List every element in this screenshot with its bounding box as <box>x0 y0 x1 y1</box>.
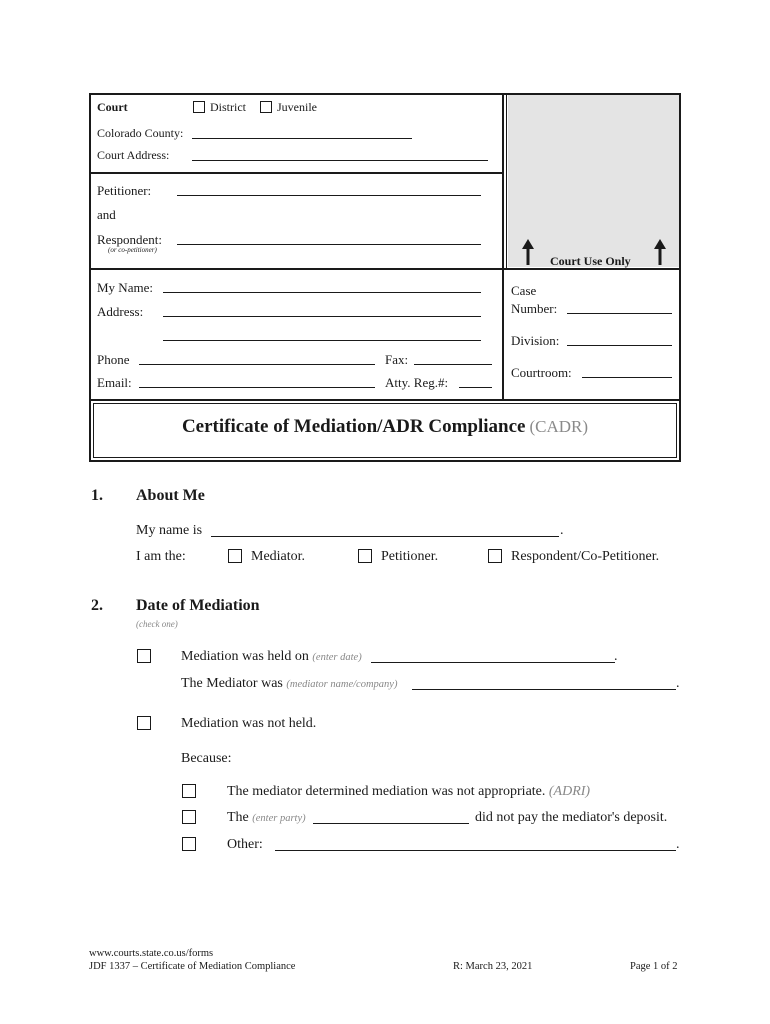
juvenile-checkbox[interactable] <box>260 101 272 113</box>
court-use-only-label: Court Use Only <box>550 254 631 268</box>
divider-court-section <box>89 172 504 174</box>
respondent-label: Respondent: <box>97 232 162 247</box>
section-2-heading: Date of Mediation <box>136 597 260 614</box>
footer-form-id: JDF 1337 – Certificate of Mediation Compliance <box>89 961 296 972</box>
respondent-field[interactable] <box>177 244 481 245</box>
mediation-date-period: . <box>614 649 618 664</box>
form-title <box>93 416 677 438</box>
reason-deposit-suffix: did not pay the mediator's deposit. <box>475 810 668 825</box>
form-title-abbr: (CADR) <box>529 417 589 436</box>
reason-deposit-checkbox[interactable] <box>182 810 196 824</box>
up-arrow-icon <box>522 239 534 265</box>
mediation-not-held-checkbox[interactable] <box>137 716 151 730</box>
other-reason-period: . <box>676 837 680 852</box>
mediation-date-field[interactable] <box>371 662 615 663</box>
section-2-number: 2. <box>91 597 103 614</box>
mediation-held-label: Mediation was held on (enter date) <box>181 649 362 664</box>
my-name-is-label: My name is <box>136 523 203 538</box>
mediator-was-label: The Mediator was (mediator name/company) <box>181 676 398 691</box>
mediator-name-period: . <box>676 676 680 691</box>
phone-field[interactable] <box>139 364 375 365</box>
atty-reg-label: Atty. Reg.#: <box>385 375 449 390</box>
juvenile-label: Juvenile <box>277 100 317 114</box>
enter-date-hint: (enter date) <box>312 652 362 663</box>
footer-revision: R: March 23, 2021 <box>453 961 533 972</box>
mediator-name-field[interactable] <box>412 689 676 690</box>
caption-vertical-divider-2 <box>506 93 507 268</box>
because-label: Because: <box>181 751 232 766</box>
petitioner-checkbox[interactable] <box>358 549 372 563</box>
my-address-field-2[interactable] <box>163 340 481 341</box>
my-name-field[interactable] <box>163 292 481 293</box>
courtroom-field[interactable] <box>582 377 672 378</box>
courtroom-label: Courtroom: <box>511 365 572 380</box>
mediation-held-checkbox[interactable] <box>137 649 151 663</box>
my-name-is-period: . <box>560 523 564 538</box>
district-label: District <box>210 100 246 114</box>
county-field[interactable] <box>192 138 412 139</box>
up-arrow-icon <box>654 239 666 265</box>
footer-page-number: Page 1 of 2 <box>630 961 678 972</box>
petitioner-field[interactable] <box>177 195 481 196</box>
reason-other-checkbox[interactable] <box>182 837 196 851</box>
co-petitioner-note: (or co-petitioner) <box>108 246 157 254</box>
i-am-label: I am the: <box>136 549 186 564</box>
footer-url: www.courts.state.co.us/forms <box>89 948 214 959</box>
adri-code: (ADRI) <box>548 784 591 799</box>
reason-deposit-prefix: The (enter party) <box>227 810 306 825</box>
caption-vertical-divider <box>502 93 504 401</box>
section-1-heading: About Me <box>136 487 205 504</box>
my-name-label: My Name: <box>97 280 153 295</box>
reason-not-appropriate-checkbox[interactable] <box>182 784 196 798</box>
petitioner-option-label: Petitioner. <box>381 549 439 564</box>
division-field[interactable] <box>567 345 672 346</box>
petitioner-label: Petitioner: <box>97 183 152 198</box>
mediator-name-hint: (mediator name/company) <box>286 679 398 690</box>
divider-title-section <box>89 399 681 401</box>
email-label: Email: <box>97 375 132 390</box>
respondent-option-label: Respondent/Co-Petitioner. <box>511 549 660 564</box>
reason-not-appropriate-label: The mediator determined mediation was not appropriate. (ADRI) <box>227 784 591 799</box>
reason-other-label: Other: <box>227 837 263 852</box>
check-one-hint: (check one) <box>136 619 178 629</box>
division-label: Division: <box>511 333 560 348</box>
other-reason-field[interactable] <box>275 850 676 851</box>
fax-field[interactable] <box>414 364 492 365</box>
mediator-checkbox[interactable] <box>228 549 242 563</box>
my-name-is-field[interactable] <box>211 536 559 537</box>
respondent-checkbox[interactable] <box>488 549 502 563</box>
county-label: Colorado County: <box>97 126 184 140</box>
case-number-field[interactable] <box>567 313 672 314</box>
case-label: Case <box>511 283 537 298</box>
court-address-label: Court Address: <box>97 148 170 162</box>
mediation-not-held-label: Mediation was not held. <box>181 716 317 731</box>
my-address-label: Address: <box>97 304 144 319</box>
enter-party-hint: (enter party) <box>252 813 306 824</box>
atty-reg-field[interactable] <box>459 387 492 388</box>
mediator-option-label: Mediator. <box>251 549 306 564</box>
form-title-main: Certificate of Mediation/ADR Compliance <box>181 416 526 437</box>
phone-label: Phone <box>97 352 130 367</box>
fax-label: Fax: <box>385 352 409 367</box>
my-address-field-1[interactable] <box>163 316 481 317</box>
court-address-field[interactable] <box>192 160 488 161</box>
case-number-label: Number: <box>511 301 558 316</box>
party-field[interactable] <box>313 823 469 824</box>
district-checkbox[interactable] <box>193 101 205 113</box>
court-label: Court <box>97 100 128 114</box>
and-label: and <box>97 207 116 222</box>
section-1-number: 1. <box>91 487 103 504</box>
email-field[interactable] <box>139 387 375 388</box>
